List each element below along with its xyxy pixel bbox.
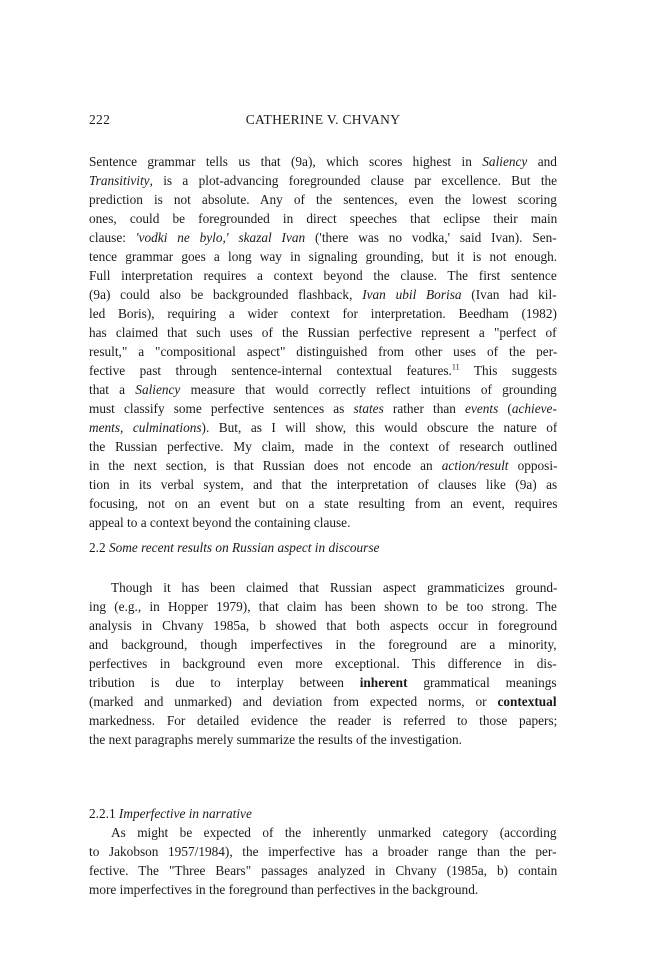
- section-heading: 2.2 Some recent results on Russian aspect in discourse: [89, 540, 380, 555]
- text-line: Sentence grammar tells us that (9a), which scores highest in Saliency and: [89, 154, 557, 169]
- text-line: fective past through sentence-internal contextual features.$^{11}$ This suggests: [89, 362, 557, 378]
- subsection-heading: 2.2.1 Imperfective in narrative: [89, 806, 252, 821]
- text-line: ments, culminations). But, as I will show, this would obscure the nature of: [89, 420, 557, 435]
- text-line: appeal to a context beyond the containing clause.: [89, 515, 351, 530]
- text-line: (marked and unmarked) and deviation from expected norms, or contextual: [89, 694, 557, 709]
- text-line: has claimed that such uses of the Russian perfective represent a "perfect of: [89, 325, 557, 340]
- paragraph-1: [89, 152, 557, 532]
- text-line: to Jakobson 1957/1984), the imperfective has a broader range than the per-: [89, 844, 557, 859]
- page-number: 222: [89, 112, 111, 127]
- text-line: (9a) could also be backgrounded flashback, Ivan ubil Borisa (Ivan had kil-: [89, 287, 557, 302]
- text-line: the Russian perfective. My claim, made in the context of research outlined: [89, 439, 557, 454]
- text-line: tence grammar goes a long way in signaling grounding, but it is not enough.: [89, 249, 557, 264]
- text-line: markedness. For detailed evidence the reader is referred to those papers;: [89, 713, 557, 728]
- text-line: As might be expected of the inherently unmarked category (according: [111, 825, 557, 840]
- text-line: led Boris), requiring a wider context for interpretation. Beedham (1982): [89, 306, 557, 321]
- paragraph-3: [89, 823, 557, 899]
- text-line: fective. The "Three Bears" passages analyzed in Chvany (1985a, b) contain: [89, 863, 557, 878]
- text-line: that a Saliency measure that would correctly reflect intuitions of grounding: [89, 382, 557, 397]
- text-line: the next paragraphs merely summarize the results of the investigation.: [89, 732, 462, 747]
- text-line: Full interpretation requires a context beyond the clause. The first sentence: [89, 268, 557, 283]
- text-line: perfectives in background even more exceptional. This difference in dis-: [89, 656, 557, 671]
- text-line: must classify some perfective sentences as states rather than events (achieve-: [89, 401, 557, 416]
- text-line: tion in its verbal system, and that the interpretation of clauses like (9a) as: [89, 477, 557, 492]
- text-line: and background, though imperfectives in the foreground are a minority,: [89, 637, 557, 652]
- text-line: tribution is due to interplay between inherent grammatical meanings: [89, 675, 557, 690]
- text-line: clause: 'vodki ne bylo,' skazal Ivan ('there was no vodka,' said Ivan). Sen-: [89, 230, 557, 245]
- text-line: focusing, not on an event but on a state resulting from an event, requires: [89, 496, 557, 511]
- text-line: result," a "compositional aspect" distinguished from other uses of the per-: [89, 344, 557, 359]
- running-header: [89, 112, 557, 132]
- text-line: Transitivity, is a plot-advancing foregrounded clause par excellence. But the: [89, 173, 557, 188]
- text-line: analysis in Chvany 1985a, b showed that both aspects occur in foreground: [89, 618, 557, 633]
- text-line: more imperfectives in the foreground than perfectives in the background.: [89, 882, 479, 897]
- paragraph-2: [89, 578, 557, 749]
- text-line: Though it has been claimed that Russian aspect grammaticizes ground-: [111, 580, 557, 595]
- text-line: ing (e.g., in Hopper 1979), that claim has been shown to be too strong. The: [89, 599, 557, 614]
- text-line: in the next section, is that Russian does not encode an action/result opposi-: [89, 458, 557, 473]
- text-line: prediction is not absolute. Any of the sentences, even the lowest scoring: [89, 192, 557, 207]
- running-title: CATHERINE V. CHVANY: [245, 112, 401, 127]
- text-line: ones, could be foregrounded in direct speeches that eclipse their main: [89, 211, 557, 226]
